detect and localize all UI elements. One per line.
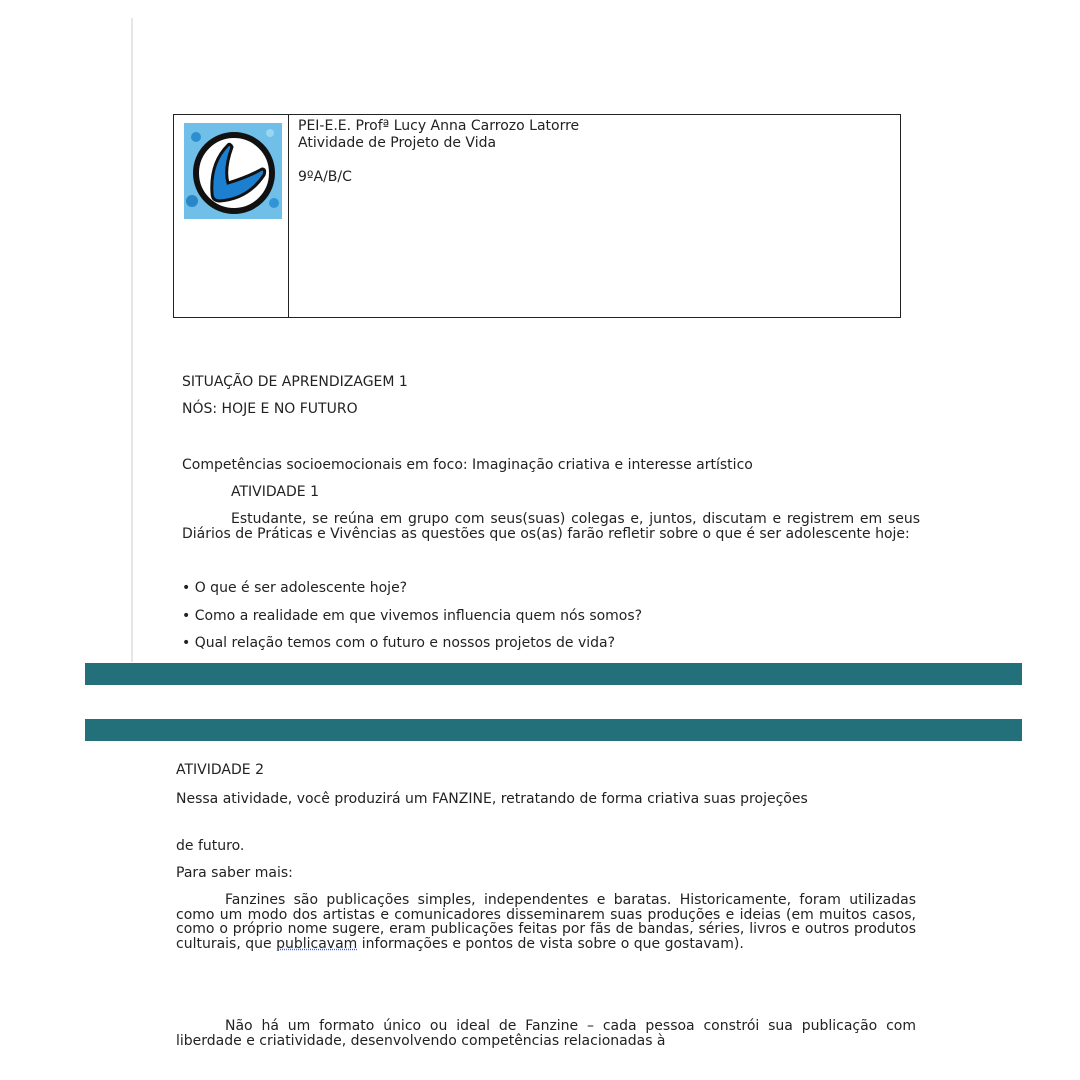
question-item: • Como a realidade em que vivemos influencia quem nós somos? xyxy=(182,608,643,624)
logo-cell xyxy=(174,115,289,317)
activity-2-intro: Nessa atividade, você produzirá um FANZINE, retratando de forma criativa suas projeções xyxy=(176,791,808,807)
competencies-line: Competências socioemocionais em foco: Imaginação criativa e interesse artístico xyxy=(182,457,753,473)
paragraph-text: informações e pontos de vista sobre o que gostavam). xyxy=(357,935,744,952)
activity-2-intro-cont: de futuro. xyxy=(176,838,245,854)
paragraph-text: Fanzines são publicações simples, independentes e baratas. Historicamente, foram utilizadas como um modo dos artistas e comunicadores disseminarem suas produções e ideias (em muitos casos, como o próprio nome sugere, eram publicações feitas por fãs de bandas, séries, livros e outros produtos culturais, que xyxy=(176,892,916,952)
theme-heading: NÓS: HOJE E NO FUTURO xyxy=(182,401,358,417)
activity-1-title: ATIVIDADE 1 xyxy=(231,484,319,500)
header-text-block xyxy=(298,118,579,186)
subject-title: Atividade de Projeto de Vida xyxy=(298,135,497,151)
class-list: 9ºA/B/C xyxy=(298,169,352,185)
fanzine-paragraph-1 xyxy=(176,893,916,951)
page-break-band-top xyxy=(85,663,1022,685)
fanzine-paragraph-2: Não há um formato único ou ideal de Fanzine – cada pessoa constrói sua publicação com liberdade e criatividade, desenvolvendo competências relacionadas à xyxy=(176,1018,916,1049)
activity-1-instructions: Estudante, se reúna em grupo com seus(suas) colegas e, juntos, discutam e registrem em seus Diários de Práticas e Vivências as questões que os(as) farão refletir sobre o que é ser adolescente hoje: xyxy=(182,511,920,542)
question-item: • O que é ser adolescente hoje? xyxy=(182,580,408,596)
situation-heading: SITUAÇÃO DE APRENDIZAGEM 1 xyxy=(182,374,408,390)
school-logo-icon xyxy=(184,123,282,219)
activity-2-title: ATIVIDADE 2 xyxy=(176,762,264,778)
page-left-margin-rule xyxy=(131,18,133,662)
page-break-band-bottom xyxy=(85,719,1022,741)
spellcheck-marked-word: publicavam xyxy=(276,935,358,952)
header-table xyxy=(173,114,901,318)
question-item: • Qual relação temos com o futuro e nossos projetos de vida? xyxy=(182,635,616,651)
know-more-label: Para saber mais: xyxy=(176,865,293,881)
school-name: PEI-E.E. Profª Lucy Anna Carrozo Latorre xyxy=(298,118,580,134)
